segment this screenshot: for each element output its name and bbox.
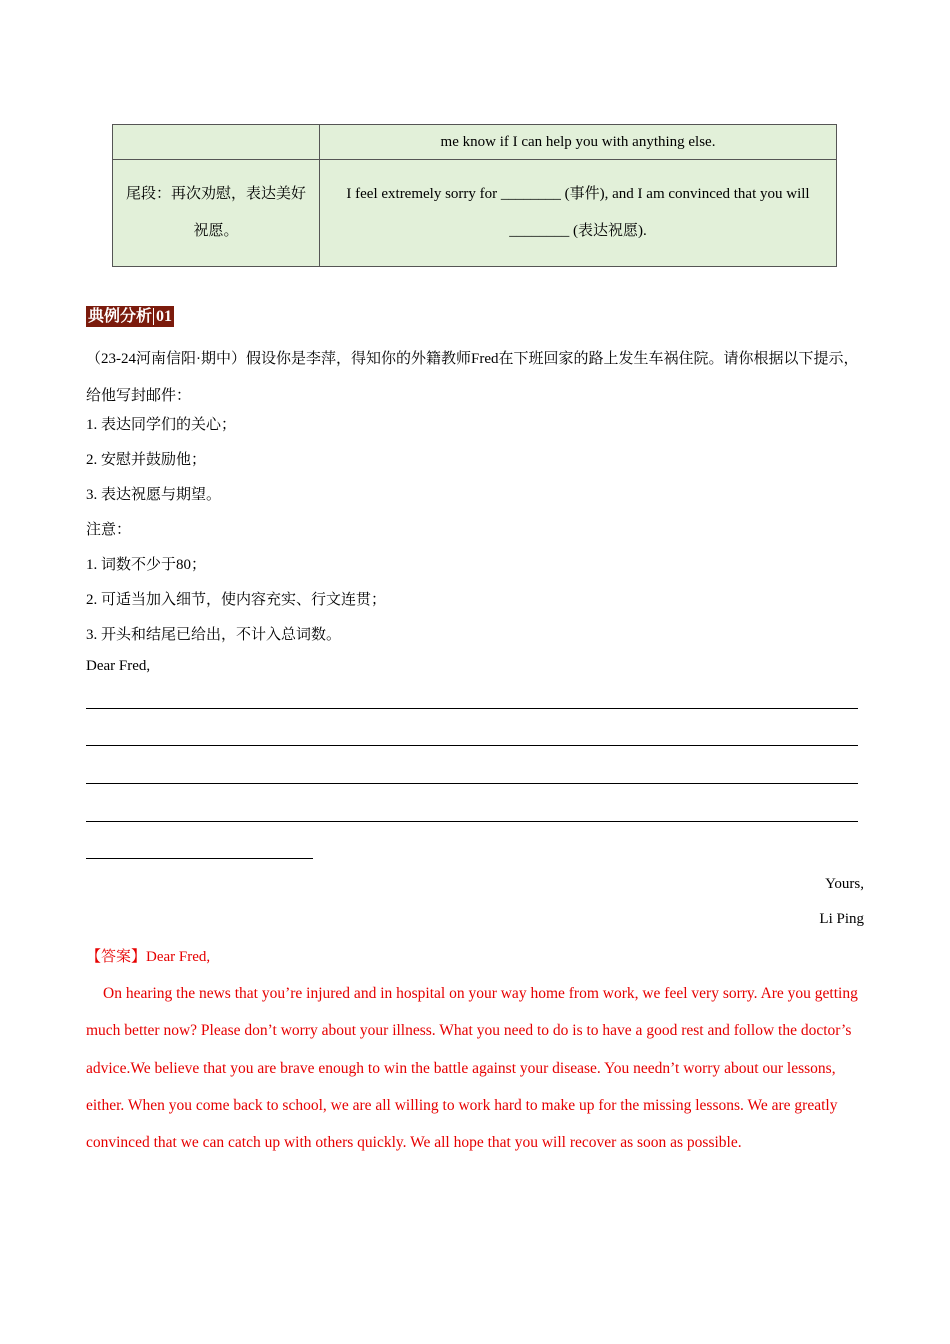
table-row <box>113 125 837 160</box>
table-cell-section: 尾段：再次劝慰，表达美好祝愿。 <box>113 160 320 267</box>
requirement-item: 2. 安慰并鼓励他； <box>86 452 207 468</box>
note-item: 2. 可适当加入细节，使内容充实、行文连贯； <box>86 592 387 608</box>
example-label-text: 典例分析 <box>88 308 153 325</box>
writing-line <box>86 708 858 709</box>
answer-greeting: Dear Fred, <box>146 949 211 965</box>
answer-text: On hearing the news that you’re injured and in hospital on your way home from work, we feel very sorry. Are you getting much better now? Please don’t worry about your illness. What you need to do is to have a good rest and follow the doctor’s advice.We believe that you are brave enough to win the battle against your disease. You needn’t worry about our lessons, either. When you come back to school, we are all willing to work hard to make up for the missing lessons. We are greatly convinced that we can catch up with others quickly. We all hope that you will recover as soon as possible. <box>86 985 858 1152</box>
example-label-number: 01 <box>153 308 172 325</box>
notes-title: 注意： <box>86 522 132 538</box>
requirement-item: 3. 表达祝愿与期望。 <box>86 487 222 503</box>
requirement-item: 1. 表达同学们的关心； <box>86 417 237 433</box>
writing-line <box>86 745 858 746</box>
table-row <box>113 160 837 267</box>
table-cell-sentence: I feel extremely sorry for ________ (事件), and I am convinced that you will ________ (表达祝愿). <box>320 160 837 267</box>
letter-closing: Yours, <box>825 876 864 892</box>
table-cell-section <box>113 125 320 160</box>
table-cell-sentence: me know if I can help you with anything else. <box>320 125 837 160</box>
note-item: 1. 词数不少于80； <box>86 557 207 573</box>
answer-label: 【答案】 <box>86 949 147 965</box>
letter-signature: Li Ping <box>819 911 864 927</box>
writing-line <box>86 858 313 859</box>
writing-line <box>86 783 858 784</box>
outline-table <box>112 124 837 267</box>
example-label <box>86 306 174 327</box>
letter-greeting: Dear Fred, <box>86 658 151 674</box>
writing-line <box>86 821 858 822</box>
note-item: 3. 开头和结尾已给出，不计入总词数。 <box>86 627 342 643</box>
answer-heading <box>86 945 210 966</box>
answer-body <box>86 975 866 1161</box>
task-prompt: （23-24河南信阳·期中）假设你是李萍，得知你的外籍教师Fred在下班回家的路上发生车祸住院。请你根据以下提示，给他写封邮件： <box>86 351 859 404</box>
